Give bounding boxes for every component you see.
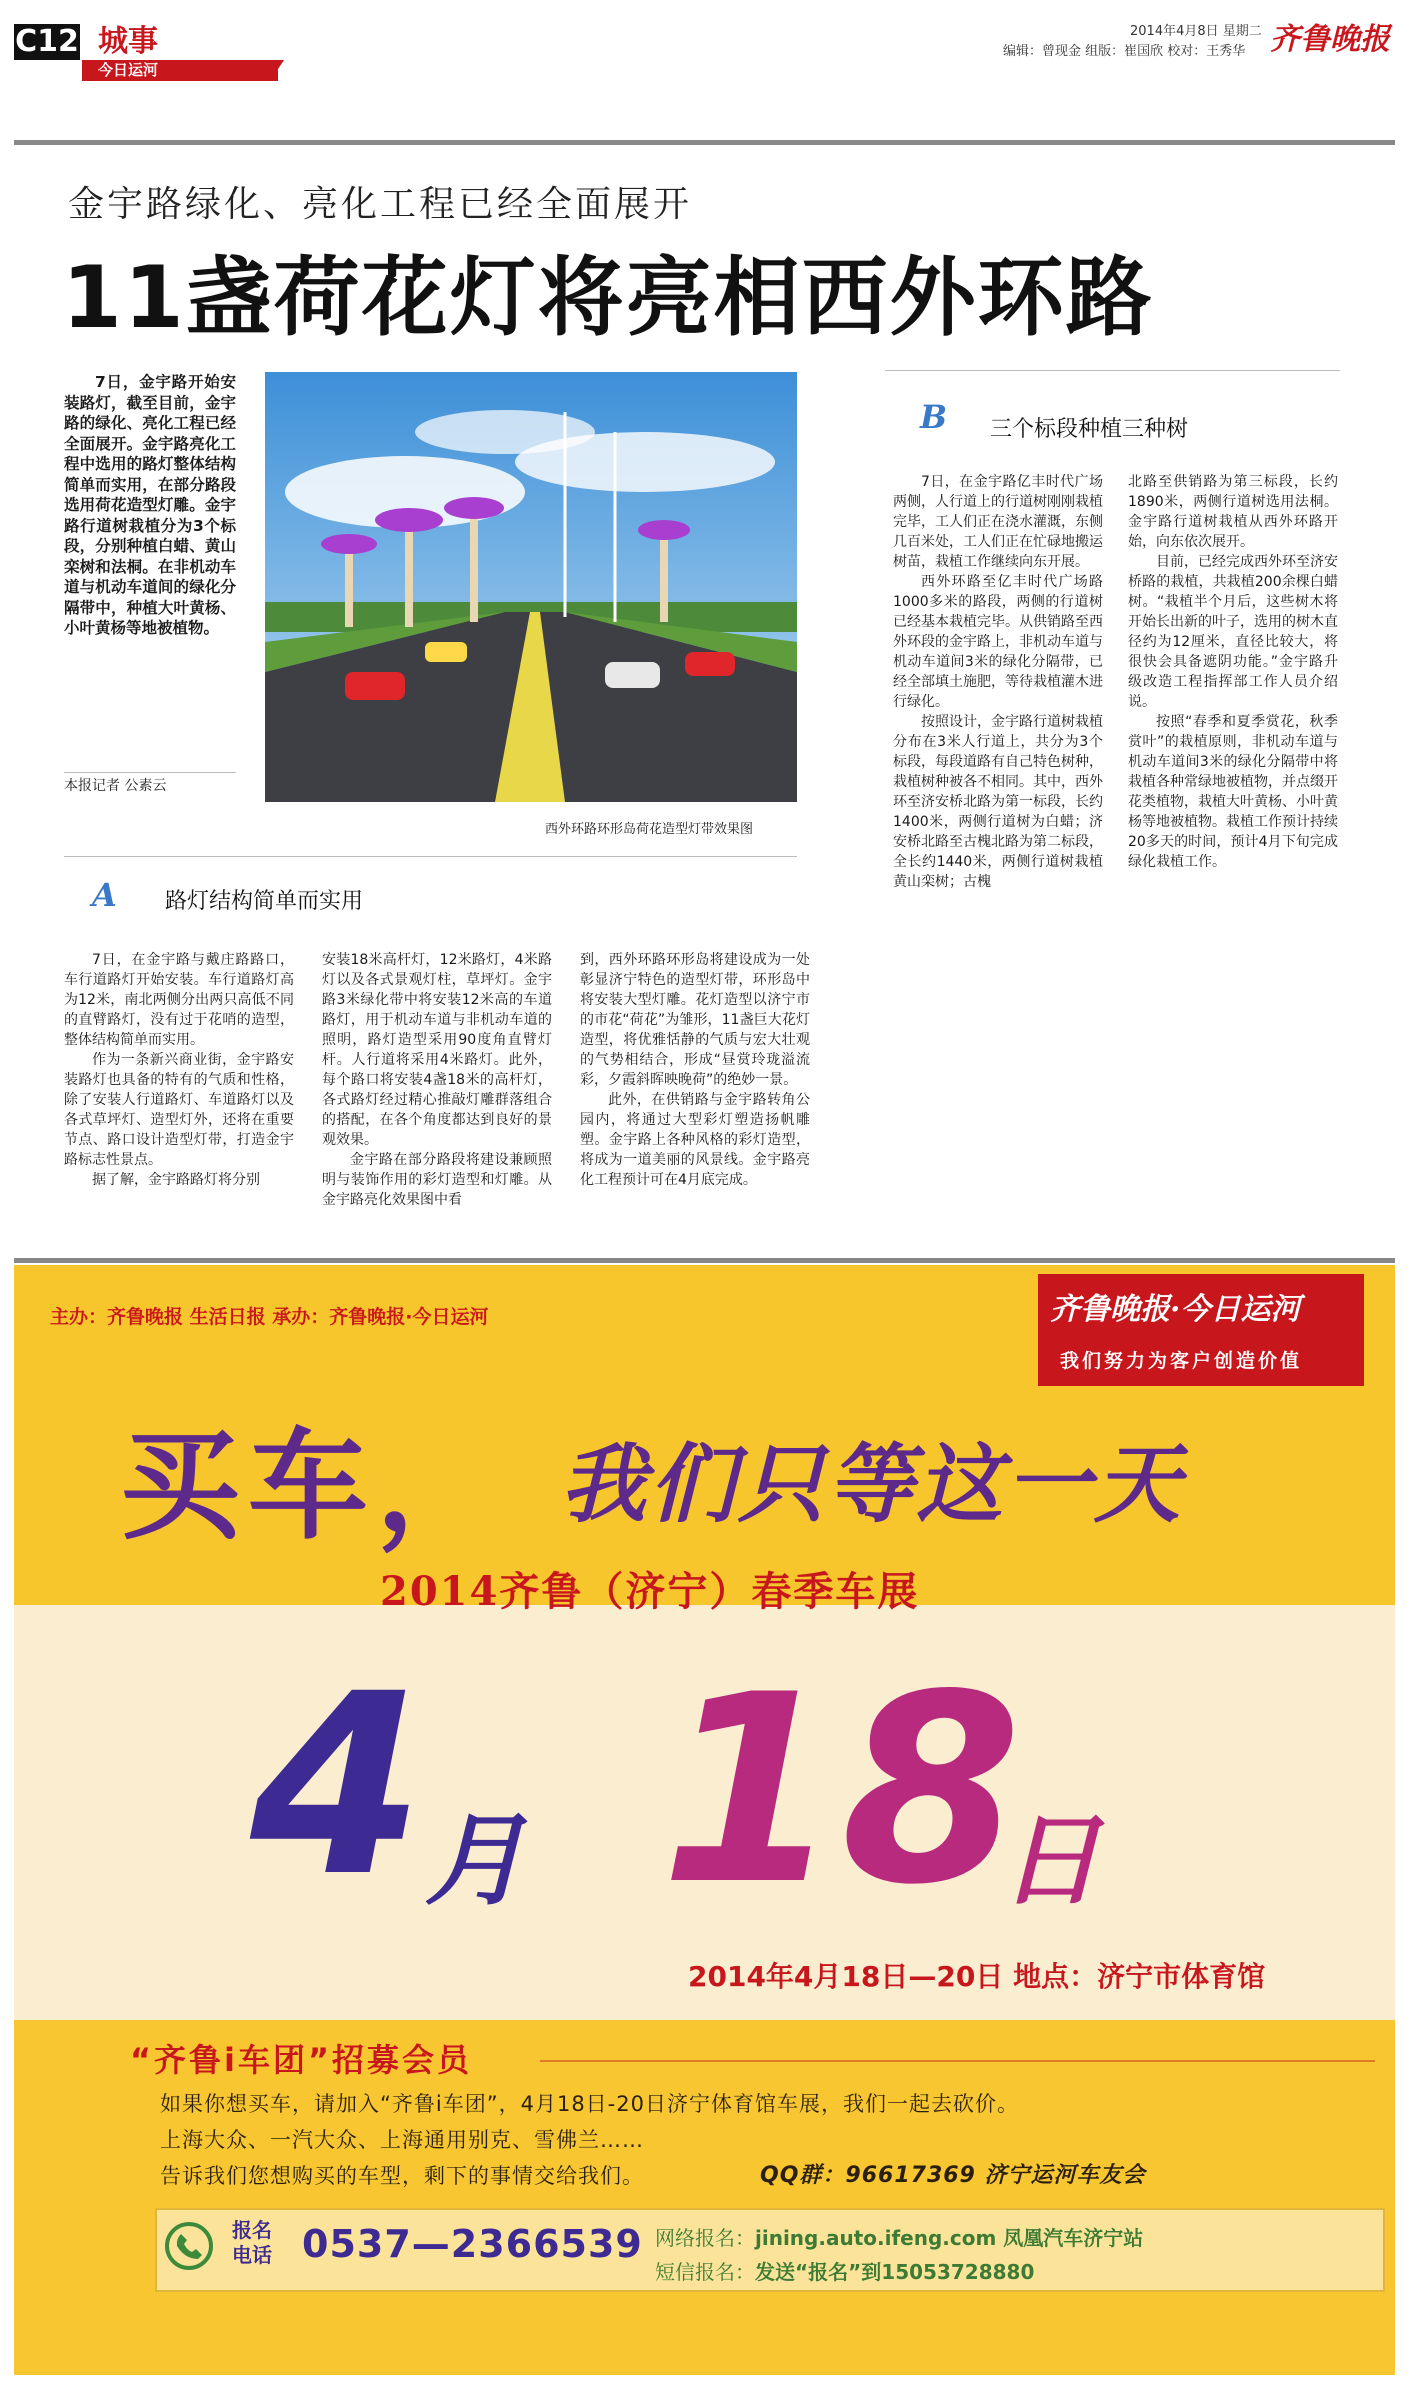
header-divider [14, 140, 1395, 145]
issue-date: 2014年4月8日 星期二 [1130, 24, 1262, 39]
sms-signup-label: 短信报名： [655, 2260, 755, 2284]
paragraph: 金宇路在部分路段将建设兼顾照明与装饰作用的彩灯造型和灯雕。从金宇路亮化效果图中看 [322, 1152, 552, 1208]
section-b-column-2 [1128, 472, 1338, 872]
paragraph: 到，西外环路环形岛将建设成为一处彰显济宁特色的造型灯带，环形岛中将安装大型灯雕。花灯造型以济宁市的市花“荷花”为雏形，11盏巨大花灯造型，将优雅恬静的气质与宏大壮观的气势相结合，形成“昼赏玲珑溢流彩，夕霞斜晖映晚荷”的绝妙一景。 [580, 952, 810, 1088]
ad-organizers: 主办：齐鲁晚报 生活日报 承办：齐鲁晚报·今日运河 [50, 1306, 489, 1328]
paragraph: 安装18米高杆灯，12米路灯，4米路灯以及各式景观灯柱，草坪灯。金宇路3米绿化带中将安装12米高的车道路灯，用于机动车道与非机动车道的照明，路灯造型采用90度角直臂灯杆。人行道将采用4米路灯。此外，每个路口将安装4盏18米的高杆灯，各式路灯经过精心推敲灯雕群落组合的搭配，在各个角度都达到良好的景观效果。 [322, 952, 552, 1148]
paragraph: 西外环路至亿丰时代广场路1000多米的路段，两侧的行道树已经基本栽植完毕。从供销路至西外环段的金宇路上，非机动车道与机动车道间3米的绿化分隔带，已经全部填土施肥，等待栽植灌木进行绿化。 [893, 574, 1103, 710]
paragraph: 北路至供销路为第三标段，长约1890米，两侧行道树选用法桐。金宇路行道树栽植从西外环路开始，向东依次展开。 [1128, 474, 1338, 550]
ad-qq-group: QQ群：96617369 济宁运河车友会 [760, 2163, 1146, 2188]
ad-slogan: 我们努力为客户创造价值 [1060, 1350, 1303, 1372]
ad-date-month-char: 月 [425, 1802, 525, 1919]
paragraph: 目前，已经完成西外环至济安桥路的栽植，共栽植200余棵白蜡树。“栽植半个月后，这些树木将开始长出新的叶子，选用的树木直径约为12厘米，直径比较大，将很快会具备遮阴功能。”金宇路升级改造工程指挥部工作人员介绍说。 [1128, 554, 1338, 710]
ad-line-2: 上海大众、一汽大众、上海通用别克、雪佛兰…… [160, 2128, 644, 2152]
paragraph: 此外，在供销路与金宇路转角公园内，将通过大型彩灯塑造扬帆雕塑。金宇路上各种风格的彩灯造型，将成为一道美丽的风景线。金宇路亮化工程预计可在4月底完成。 [580, 1092, 810, 1188]
phone-icon [165, 2222, 213, 2270]
sms-signup [655, 2256, 1034, 2285]
ad-line-3: 告诉我们您想购买的车型，剩下的事情交给我们。 [160, 2164, 644, 2188]
subsection-bar-tail [270, 60, 284, 81]
section-a-column-2 [322, 950, 552, 1210]
paragraph: 据了解，金宇路路灯将分别 [92, 1172, 260, 1188]
page-number: C12 [15, 24, 79, 59]
paragraph: 7日，在金宇路亿丰时代广场两侧，人行道上的行道树刚刚栽植完毕，工人们正在浇水灌溉，东侧几百米处，工人们正在忙碌地搬运树苗，栽植工作继续向东开展。 [893, 474, 1103, 570]
section-b-column-1 [893, 472, 1103, 892]
ad-headline-waiting: 我们只等这一天 [560, 1435, 1183, 1535]
ad-date-month-number: 4 [250, 1640, 424, 1931]
paragraph: 按照“春季和夏季赏花，秋季赏叶”的栽植原则，非机动车道与机动车道间3米的绿化分隔带中将栽植各种常绿地被植物，并点缀开花类植物，栽植大叶黄杨、小叶黄杨等地被植物。栽植工作预计持续20多天的时间，预计4月下旬完成绿化栽植工作。 [1128, 714, 1338, 870]
article-lede [64, 372, 236, 639]
section-b-letter-icon: B [920, 398, 948, 436]
byline: 本报记者 公素云 [64, 778, 167, 794]
paragraph: 作为一条新兴商业街，金宇路安装路灯也具备的特有的气质和性格，除了安装人行道路灯、车道路灯以及各式草坪灯、造型灯外，还将在重要节点、路口设计造型灯带，打造金宇路标志性景点。 [64, 1052, 294, 1168]
ad-line-1: 如果你想买车，请加入“齐鲁i车团”，4月18日-20日济宁体育馆车展，我们一起去砍价。 [160, 2092, 1019, 2116]
section-a-letter-icon: A [92, 876, 117, 914]
paragraph: 按照设计，金宇路行道树栽植分布在3米人行道上，共分为3个标段，每段道路有自己特色树种，栽植树种被各不相同。其中，西外环至济安桥北路为第一标段，长约1400米，两侧行道树为白蜡；济安桥北路至古槐北路为第二标段，全长约1440米，两侧行道树栽植黄山栾树；古槐 [893, 714, 1103, 890]
section-a-title: 路灯结构简单而实用 [165, 889, 364, 914]
paragraph: 7日，在金宇路与戴庄路路口，车行道路灯开始安装。车行道路灯高为12米，南北两侧分出两只高低不同的直臂路灯，没有过于花哨的造型，整体结构简单而实用。 [64, 952, 294, 1048]
masthead-logo: 齐鲁晚报 [1270, 22, 1390, 57]
ad-date-day-number: 18 [660, 1640, 1022, 1942]
article-headline: 11盏荷花灯将亮相西外环路 [62, 248, 1154, 348]
lede-text: 7日，金宇路开始安装路灯，截至目前，金宇路的绿化、亮化工程已经全面展开。金宇路亮化工程中选用的路灯整体结构简单而实用，在部分路段选用荷花造型灯雕。金宇路行道树栽植分为3个标段，分别种植白蜡、黄山栾树和法桐。在非机动车道与机动车道间的绿化分隔带中，种植大叶黄杨、小叶黄杨等地被植物。 [64, 373, 236, 637]
ad-masthead: 齐鲁晚报·今日运河 [1050, 1292, 1301, 1327]
lotus-lamp-rendering-photo [265, 372, 797, 802]
online-signup-label: 网络报名： [655, 2226, 755, 2250]
article-deck: 金宇路绿化、亮化工程已经全面展开 [68, 184, 693, 225]
phone-number: 0537—2366539 [302, 2222, 643, 2266]
section-b-rule [885, 370, 1340, 371]
byline-rule [64, 772, 236, 773]
section-a-column-3 [580, 950, 810, 1190]
section-a-rule [64, 856, 797, 857]
section-a-column-1 [64, 950, 294, 1190]
sms-signup-value: 发送“报名”到15053728880 [755, 2260, 1035, 2284]
ad-recruit-title: “齐鲁i车团”招募会员 [130, 2041, 473, 2079]
editor-credits: 编辑：曾现金 组版：崔国欣 校对：王秀华 [1003, 44, 1246, 59]
ad-recruit-rule [540, 2060, 1375, 2062]
phone-label: 报名电话 [232, 2218, 272, 2267]
section-title: 城事 [98, 24, 158, 59]
lotus-lamp-illustration [265, 372, 797, 802]
ad-event-title: 2014齐鲁（济宁）春季车展 [380, 1568, 920, 1615]
ad-dates-venue: 2014年4月18日—20日 地点：济宁市体育馆 [688, 1960, 1266, 1993]
ad-date-day-char: 日 [1000, 1802, 1100, 1919]
section-b-title: 三个标段种植三种树 [990, 417, 1189, 442]
online-signup [655, 2222, 1143, 2251]
article-divider [14, 1258, 1395, 1263]
ad-headline-buy-car: 买车， [120, 1417, 504, 1556]
online-signup-value: jining.auto.ifeng.com 凤凰汽车济宁站 [755, 2226, 1144, 2250]
subsection-title: 今日运河 [98, 61, 159, 79]
photo-caption: 西外环路环形岛荷花造型灯带效果图 [545, 822, 754, 837]
